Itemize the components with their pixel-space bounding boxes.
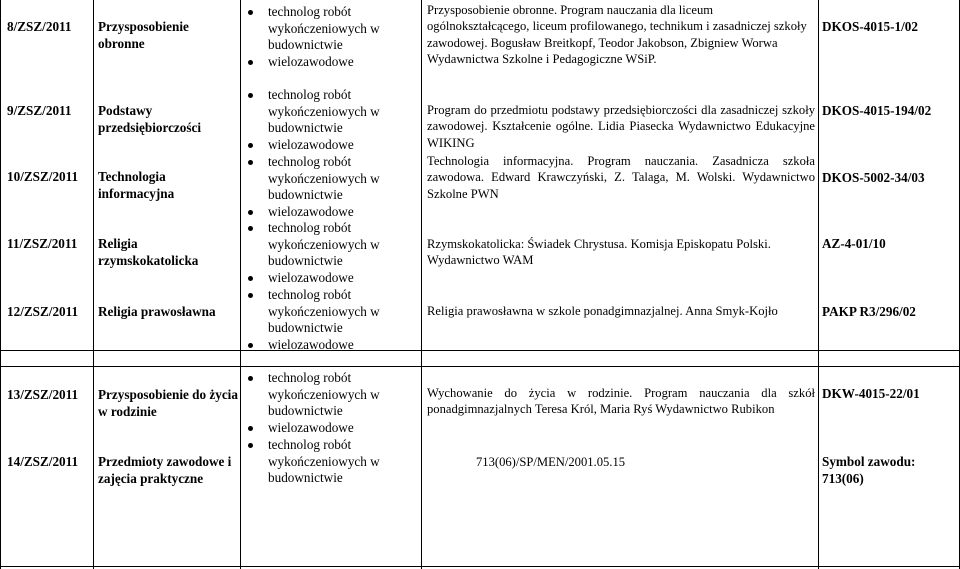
column-divider	[93, 0, 94, 569]
row-subject: Religia prawosławna	[98, 304, 216, 319]
row-code: 8/ZSZ/2011	[7, 19, 72, 34]
profession-label: wielozawodowe	[268, 269, 354, 285]
profession-item	[244, 287, 414, 337]
column-divider	[421, 0, 422, 569]
profession-label: wielozawodowe	[268, 419, 354, 435]
bullet-icon	[248, 210, 253, 215]
row-approval-number: DKOS-4015-194/02	[822, 103, 932, 118]
row-program: Technologia informacyjna. Program nauczania. Zasadnicza szkoła zawodowa. Edward Krawczyński, Z. Talaga, M. Wolski. Wydawnictwo Szkolne PWN	[427, 154, 815, 201]
bullet-icon	[248, 293, 253, 298]
row-approval-number: DKW-4015-22/01	[822, 386, 920, 401]
profession-label: wielozawodowe	[268, 203, 354, 219]
profession-item	[244, 437, 414, 487]
row-subject: Przedmioty zawodowe i zajęcia praktyczne	[98, 454, 232, 486]
profession-label: technolog robót wykończeniowych w budownictwie	[268, 4, 380, 53]
row-code: 13/ZSZ/2011	[7, 387, 79, 402]
row-approval-number: PAKP R3/296/02	[822, 304, 916, 319]
row-program: Rzymskokatolicka: Świadek Chrystusa. Komisja Episkopatu Polski. Wydawnictwo WAM	[427, 237, 771, 268]
profession-label: technolog robót wykończeniowych w budownictwie	[268, 437, 380, 486]
column-divider	[240, 0, 241, 569]
column-divider	[818, 0, 819, 569]
profession-item	[244, 204, 414, 221]
bullet-icon	[248, 276, 253, 281]
table-border-bottom	[0, 566, 960, 567]
bullet-icon	[248, 60, 253, 65]
bullet-icon	[248, 93, 253, 98]
row-professions	[244, 287, 414, 353]
row-program: Wychowanie do życia w rodzinie. Program nauczania dla szkół ponadgimnazjalnych Teresa Król, Maria Ryś Wydawnictwo Rubikon	[427, 386, 815, 417]
table-border-left	[0, 0, 1, 569]
profession-label: technolog robót wykończeniowych w budownictwie	[268, 287, 380, 336]
row-subject: Przysposobienie obronne	[98, 19, 189, 51]
row-professions	[244, 154, 414, 220]
row-professions	[244, 87, 414, 153]
row-code: 14/ZSZ/2011	[7, 454, 79, 469]
row-subject: Przysposobienie do życia w rodzinie	[98, 387, 238, 419]
row-code: 10/ZSZ/2011	[7, 169, 79, 184]
row-program: Przysposobienie obronne. Program nauczania dla liceum ogólnokształcącego, liceum profilowanego, technikum i zasadniczej szkoły zawodowej. Bogusław Breitkopf, Teodor Jakobson, Zbigniew Worwa Wydawnictwa Szkolne i Pedagogiczne WSiP.	[427, 3, 807, 66]
profession-item	[244, 4, 414, 54]
profession-item	[244, 337, 414, 354]
row-subject: Podstawy przedsiębiorczości	[98, 103, 202, 135]
row-professions	[244, 370, 414, 436]
profession-item	[244, 420, 414, 437]
row-program: 713(06)/SP/MEN/2001.05.15	[476, 455, 626, 469]
profession-label: technolog robót wykończeniowych w budownictwie	[268, 154, 380, 203]
row-professions	[244, 4, 414, 70]
row-approval-number: AZ-4-01/10	[822, 236, 886, 251]
row-professions	[244, 220, 414, 286]
bullet-icon	[248, 226, 253, 231]
profession-label: technolog robót wykończeniowych w budownictwie	[268, 370, 380, 419]
row-code: 12/ZSZ/2011	[7, 304, 79, 319]
bullet-icon	[248, 10, 253, 15]
profession-item	[244, 137, 414, 154]
bullet-icon	[248, 426, 253, 431]
profession-item	[244, 154, 414, 204]
row-subject: Religia rzymskokatolicka	[98, 236, 199, 268]
profession-item	[244, 220, 414, 270]
profession-label: technolog robót wykończeniowych w budownictwie	[268, 87, 380, 136]
row-subject: Technologia informacyjna	[98, 169, 175, 201]
bullet-icon	[248, 160, 253, 165]
profession-item	[244, 370, 414, 420]
profession-item	[244, 270, 414, 287]
row-code: 9/ZSZ/2011	[7, 103, 72, 118]
row-program: Religia prawosławna w szkole ponadgimnazjalnej. Anna Smyk-Kojło	[427, 304, 778, 318]
profession-item	[244, 54, 414, 71]
profession-label: wielozawodowe	[268, 53, 354, 69]
bullet-icon	[248, 376, 253, 381]
table-border-top	[0, 366, 960, 367]
row-code: 11/ZSZ/2011	[7, 236, 78, 251]
profession-label: wielozawodowe	[268, 336, 354, 352]
row-professions	[244, 437, 414, 487]
row-approval-number: DKOS-4015-1/02	[822, 19, 918, 34]
row-approval-number: DKOS-5002-34/03	[822, 170, 925, 185]
table-border-bottom	[0, 350, 960, 351]
row-program: Program do przedmiotu podstawy przedsiębiorczości dla zasadniczej szkoły zawodowej. Kształcenie ogólne. Lidia Piasecka Wydawnictwo Edukacyjne WIKING	[427, 103, 815, 150]
profession-label: wielozawodowe	[268, 136, 354, 152]
bullet-icon	[248, 443, 253, 448]
row-approval-number: Symbol zawodu: 713(06)	[822, 454, 916, 486]
bullet-icon	[248, 143, 253, 148]
bullet-icon	[248, 343, 253, 348]
profession-item	[244, 87, 414, 137]
profession-label: technolog robót wykończeniowych w budownictwie	[268, 220, 380, 269]
